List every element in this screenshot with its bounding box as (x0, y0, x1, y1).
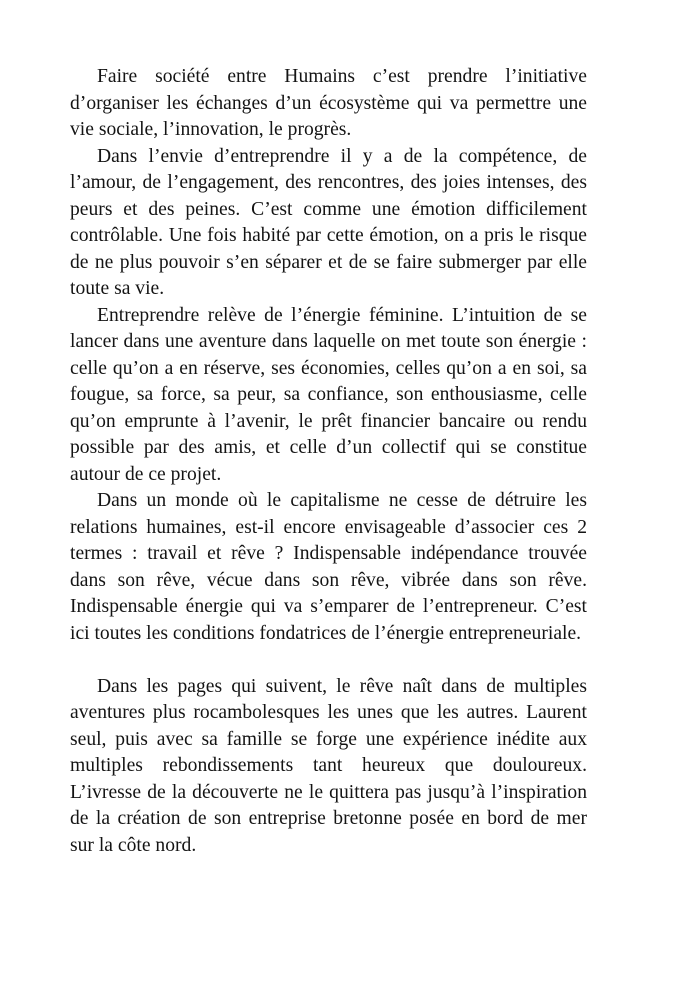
paragraph-4: Dans un monde où le capitalisme ne cesse de détruire les relations humaines, est-il encore envisageable d’associer ces 2 termes : travail et rêve ? Indispensable indépendance trouvée dans son rêve, vécue dans son rêve, vibrée dans son rêve. Indispensable énergie qui va s’emparer de l’entrepreneur. C’est ici toutes les conditions fondatrices de l’énergie entrepreneuriale. (70, 490, 587, 644)
paragraph-3: Entreprendre relève de l’énergie féminine. L’intuition de se lancer dans une aventure dans laquelle on met toute son énergie : celle qu’on a en réserve, ses économies, celles qu’on a en soi, sa fougue, sa force, sa peur, sa confiance, son enthousiasme, celle qu’on emprunte à l’avenir, le prêt financier bancaire ou rendu possible par des amis, et celle d’un collectif qui se constitue autour de ce projet. (70, 304, 587, 485)
paragraph-5: Dans les pages qui suivent, le rêve naît dans de multiples aventures plus rocambolesques les unes que les autres. Laurent seul, puis avec sa famille se forge une expérience inédite aux multiples rebondissements tant heureux que douloureux. L’ivresse de la découverte ne le quittera pas jusqu’à l’inspiration de la création de son entreprise bretonne posée en bord de mer sur la côte nord. (70, 675, 587, 856)
section-spacer (70, 647, 587, 674)
paragraph-2: Dans l’envie d’entreprendre il y a de la compétence, de l’amour, de l’engagement, des rencontres, des joies intenses, des peurs et des peines. C’est comme une émotion difficilement contrôlable. Une fois habité par cette émotion, on a pris le risque de ne plus pouvoir s’en séparer et de se faire submerger par elle toute sa vie. (70, 145, 587, 299)
paragraph-1: Faire société entre Humains c’est prendre l’initiative d’organiser les échanges d’un écosystème qui va permettre une vie sociale, l’innovation, le progrès. (70, 66, 587, 140)
page-body (70, 64, 587, 859)
